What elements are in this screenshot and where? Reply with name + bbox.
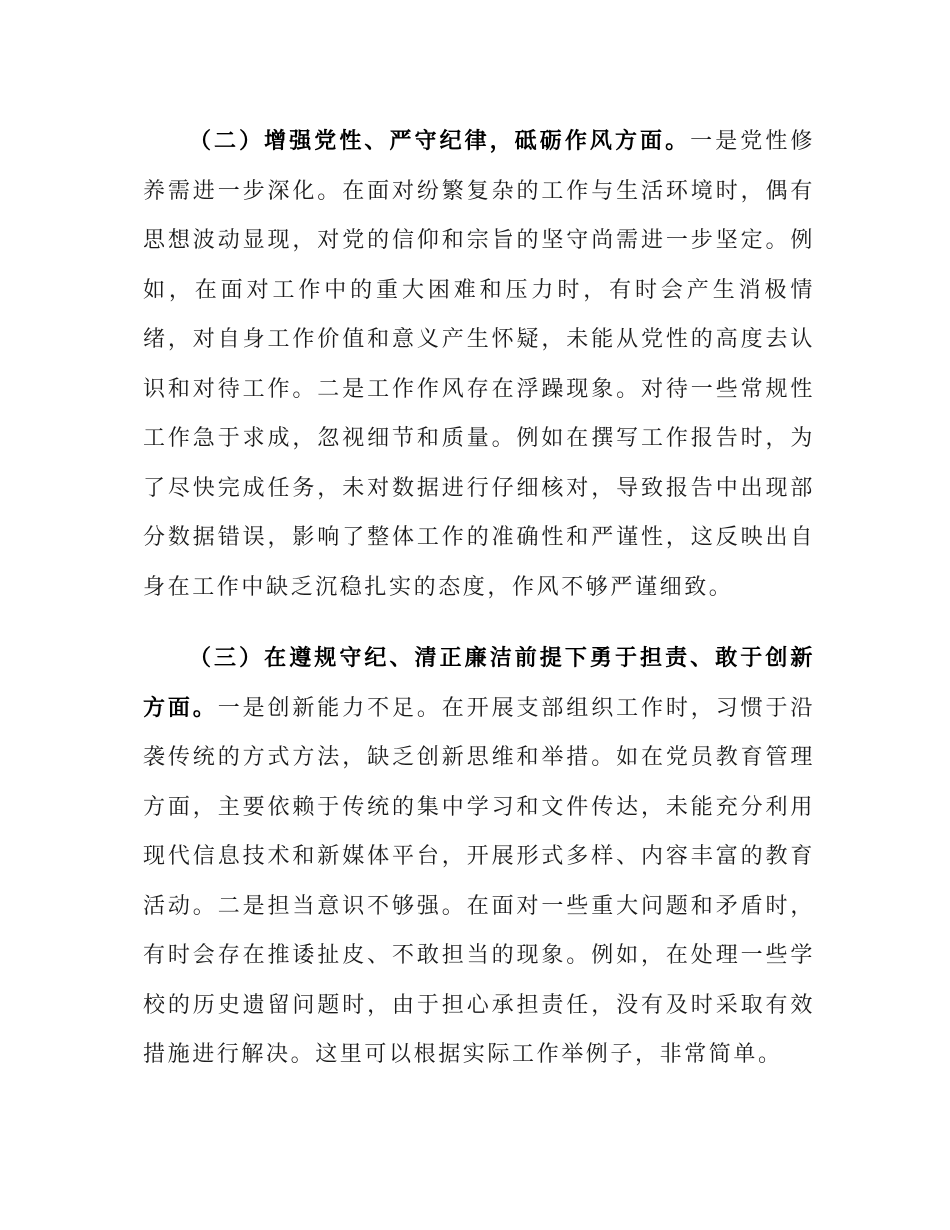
section-2-body: 一是党性修养需进一步深化。在面对纷繁复杂的工作与生活环境时，偶有思想波动显现，对党的信仰和宗旨的坚守尚需进一步坚定。例如，在面对工作中的重大困难和压力时，有时会产生消极情绪，对自身工作价值和意义产生怀疑，未能从党性的高度去认识和对待工作。二是工作作风存在浮躁现象。对待一些常规性工作急于求成，忽视细节和质量。例如在撰写工作报告时，为了尽快完成任务，未对数据进行仔细核对，导致报告中出现部分数据错误，影响了整体工作的准确性和严谨性，这反映出自身在工作中缺乏沉稳扎实的态度，作风不够严谨细致。 xyxy=(143,129,815,600)
section-3-paragraph xyxy=(143,634,815,1080)
section-3-heading: （三）在遵规守纪、清正廉洁前提下勇于担责、敢于创新方面。 xyxy=(143,646,815,721)
section-2-heading: （二）增强党性、严守纪律，砥砺作风方面。 xyxy=(189,129,691,154)
section-2-paragraph xyxy=(143,117,815,612)
section-3-body: 一是创新能力不足。在开展支部组织工作时，习惯于沿袭传统的方式方法，缺乏创新思维和举措。如在党员教育管理方面，主要依赖于传统的集中学习和文件传达，未能充分利用现代信息技术和新媒体平台，开展形式多样、内容丰富的教育活动。二是担当意识不够强。在面对一些重大问题和矛盾时，有时会存在推诿扯皮、不敢担当的现象。例如，在处理一些学校的历史遗留问题时，由于担心承担责任，没有及时采取有效措施进行解决。这里可以根据实际工作举例子，非常简单。 xyxy=(143,695,815,1067)
